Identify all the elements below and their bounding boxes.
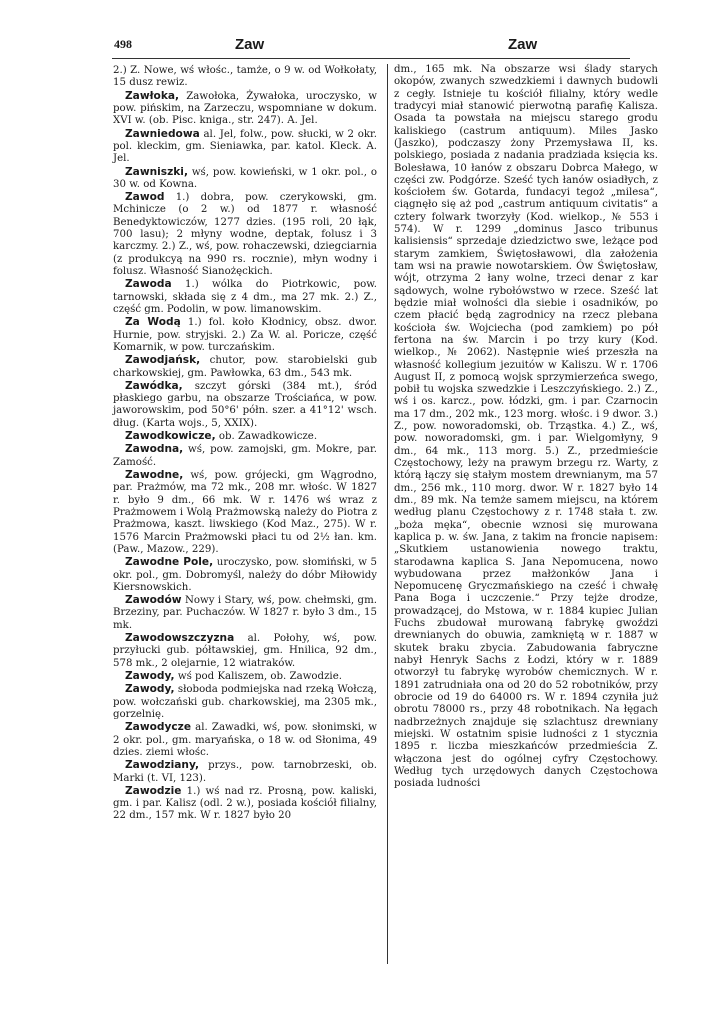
- entry-head: Zawodycze: [125, 721, 192, 734]
- entry: [113, 632, 377, 670]
- entry: [113, 721, 377, 759]
- entry-head: Zawodowszczyzna: [125, 632, 235, 645]
- entry-head: Zawodziany,: [125, 759, 200, 772]
- entry-head: Zawodkowicze,: [125, 430, 216, 443]
- page-number: 498: [114, 37, 132, 51]
- entry: [113, 443, 377, 469]
- entry-text: 2.) Z. Nowe, wś włośc., tamże, o 9 w. od Wołkołaty, 15 dusz rewiz.: [113, 65, 377, 89]
- entry-text: szczyt górski (384 mt.), śród płaskiego garbu, na obszarze Trościańca, w pow. jaworowskim, pod 50°6' półn. szer. a 41°12' wsch. dług. (Karta wojs., 5, XXIX).: [113, 380, 377, 429]
- entry-text: 1.) fol. koło Kłodnicy, obsz. dwor. Hurnie, pow. stryjski. 2.) Za W. al. Poricze, część Komarnik, w pow. turczańskim.: [113, 317, 377, 353]
- entry: [113, 278, 377, 316]
- entry-head: Zawodzie: [125, 784, 182, 797]
- entry-head: Zawoda: [125, 278, 172, 291]
- entry-head: Zawódka,: [125, 379, 183, 392]
- entry: [113, 594, 377, 632]
- running-head-left: Zaw: [235, 36, 265, 53]
- entry-head: Zawłoka,: [125, 89, 180, 102]
- entry-text: Nowy i Stary, wś, pow. chełmski, gm. Brzeziny, par. Puchaczów. W 1827 r. było 3 dm., 15 mk.: [113, 595, 377, 631]
- entry: [113, 316, 377, 354]
- entry-text: 1.) wś nad rz. Prosną, pow. kaliski, gm. i par. Kalisz (odl. 2 w.), posiada kościół filialny, 22 dm., 157 mk. W r. 1827 było 20: [113, 785, 377, 822]
- entry: [113, 759, 377, 785]
- entry: [113, 430, 377, 443]
- entry-head: Zawodne Pole,: [125, 556, 214, 569]
- entry-text: wś pod Kaliszem, ob. Zawodzie.: [177, 671, 342, 682]
- entry-head: Zawniedowa: [125, 127, 200, 140]
- entry: [113, 469, 377, 556]
- right-column: [394, 64, 658, 790]
- entry-head: Zawodne,: [125, 469, 184, 481]
- entry-head: Zawodna,: [125, 443, 184, 456]
- entry: [113, 64, 377, 90]
- entry-head: Zawod: [125, 191, 165, 204]
- entry: [113, 90, 377, 128]
- entry: [113, 380, 377, 430]
- entry-text: słoboda podmiejska nad rzeką Wołczą, pow. wołczański gub. charkowskiej, ma 2305 mk., gorzelnię.: [113, 684, 377, 720]
- entry-text: al. Jel, folw., pow. słucki, w 2 okr. pol. kleckim, gm. Sieniawka, par. katol. Kleck. A. Jel.: [113, 128, 377, 165]
- entry-text: uroczysko, pow. słomiński, w 5 okr. pol., gm. Dobromyśl, należy do dóbr Miłowidy Kiersnowskich.: [113, 557, 377, 593]
- entry-text: Zawołoka, Żywałoka, uroczysko, w pow. pińskim, na Zarzeczu, wspomniane w dokum. XVI w. (ob. Pisc. kniga., str. 247). A. Jel.: [113, 90, 377, 127]
- entry: [113, 670, 377, 683]
- entry: [113, 166, 377, 192]
- entry-text: 1.) wólka do Piotrkowic, pow. tarnowski, składa się z 4 dm., ma 27 mk. 2.) Z., część gm. Podolin, w pow. limanowskim.: [113, 279, 377, 315]
- entry-text: al. Połohy, wś, pow. przyłucki gub. półtawskiej, gm. Hnilica, 92 dm., 578 mk., 2 olejarnie, 12 wiatraków.: [113, 633, 377, 669]
- entry-head: Za Wodą: [125, 316, 181, 329]
- entry: [113, 785, 377, 823]
- entry-text: al. Zawadki, wś, pow. słonimski, w 2 okr. pol., gm. maryańska, o 18 w. od Słonima, 49 dzies. ziemi włośc.: [113, 722, 377, 758]
- entry-text: chutor, pow. starobielski gub charkowskiej, gm. Pawłowka, 63 dm., 543 mk.: [113, 355, 378, 379]
- left-column: [113, 64, 377, 823]
- entry-text: przys., pow. tarnobrzeski, ob. Marki (t. VI, 123).: [113, 760, 377, 784]
- entry-head: Zawniszki,: [125, 165, 188, 178]
- entry-text: 1.) dobra, pow. czerykowski, gm. Mchinicze (o 2 w.) od 1877 r. własność Benedyktowiczów, 1277 dzies. (195 roli, 20 łąk, 700 lasu); 2 młyny wodne, deptak, folusz i 3 karczmy. 2.) Z., wś, pow. rohaczewski, dziegciarnia (z produkcyą na 990 rs. rocznie), młyn wodny i folusz. Własność Sianożęckich.: [113, 192, 377, 277]
- header-rule: [112, 58, 630, 59]
- entry: [113, 128, 377, 166]
- column-separator: [387, 64, 388, 964]
- entry-text: wś, pow. grójecki, gm Wągrodno, par. Prażmów, ma 72 mk., 208 mr. włośc. W 1827 r. było 9 dm., 66 mk. W r. 1476 wś wraz z Prażmowem i Wolą Prażmowską należy do Piotra z Prażmowa, kaszt. liwskiego (Kod Maz., 275). W r. 1576 Marcin Prażmowski płaci tu od 2½ łan. km. (Paw., Mazow., 229).: [113, 470, 377, 555]
- entry: [113, 191, 377, 278]
- entry-text: ob. Zawadkowicze.: [218, 431, 318, 443]
- entry-head: Zawodjańsk,: [125, 354, 201, 367]
- running-head-right: Zaw: [508, 36, 538, 53]
- entry: [113, 556, 377, 594]
- entry-head: Zawody,: [125, 683, 175, 696]
- entry: [113, 683, 377, 721]
- entry-text: wś, pow. zamojski, gm. Mokre, par. Zamość.: [113, 444, 377, 468]
- entry-continuation: dm., 165 mk. Na obszarze wsi ślady starych okopów, zwanych szwedzkiemi i dawnych budowli z cegły. Istnieje tu kościół filialny, który wedle tradycyi miał stanowić pierwotną parafię Kalisza. Osada ta powstała na miejscu starego grodu kaliskiego (castrum antiquum). Miles Jasko (Jaszko), podczaszy żony Przemysława II, ks. polskiego, posiada z nadania pradziada księcia ks. Bolesława, 10 łanów z obszaru Dobrca Małego, w części zw. Podgórze. Sześć tych łanów osiadłych, z kościołem św. Gotarda, fundacyi tegoż „milesa“, ciągnęło się aż pod „castrum antiquum civitatis“ a cztery folwark tworzyły (Kod. wielkop., № 553 i 574). W r. 1299 „dominus Jasco tribunus kalisiensis“ sprzedaje dziedzictwo swe, leżące pod starym zamkiem, Świętosławowi, dla założenia tam wsi na prawie nowotarskiem. Ów Świętosław, wójt, otrzyma 2 łany wolne, trzeci denar z kar sądowych, wolne rybołówstwo w rzece. Sześć lat będzie miał wolności dla siebie i osadników, po czem płacić będą zagrodnicy na rzecz plebana kościoła św. Wojciecha (pod zamkiem) po pół fertona na św. Marcin i po trzy kury (Kod. wielkop., № 2062). Następnie wieś przeszła na własność kollegium jezuitów w Kaliszu. W r. 1706 August II, z pomocą wojsk sprzymierzeńca swego, pobił tu wojska szwedzkie i Leszczyńskiego. 2.) Z., wś i os. karcz., pow. łódzki, gm. i par. Czarnocin ma 17 dm., 202 mk., 123 morg. włośc. i 9 dwor. 3.) Z., pow. noworadomski, ob. Trząstka. 4.) Z., wś, pow. noworadomski, gm. i par. Wielgomłyny, 9 dm., 64 mk., 113 morg. 5.) Z., przedmieście Częstochowy, leży na prawym brzegu rz. Warty, z którą łączy się stałym mostem drewnianym, ma 57 dm., 256 mk., 110 morg. dwor. W r. 1827 było 14 dm., 89 mk. Na temże samem miejscu, na którem według planu Częstochowy z r. 1748 stała t. zw. „boża męka“, obecnie wznosi się murowana kaplica p. w. św. Jana, z takim na froncie napisem: „Skutkiem ustanowienia nowego traktu, starodawna kaplica S. Jana Nepomucena, nowo wybudowana przez małżonków Jana i Nepomucenę Gryczmańskiego na cześć i chwałę Pana Boga i uczczenie.“ Przy tejże drodze, prowadzącej, do Mstowa, w r. 1884 kupiec Julian Fuchs zbudował murowaną fabrykę gwoździ drewnianych do obuwia, zamkniętą w r. 1887 w skutek braku zbycia. Zabudowania fabryczne nabył Henryk Sachs z Łodzi, który w r. 1889 otworzył tu fabrykę wyrobów chemicznych. W r. 1891 zatrudniała ona od 20 do 52 robotników, przy obrocie od 19 do 64000 rs. W r. 1894 czyniła już obrotu 78000 rs., przy 48 robotnikach. Na łęgach nadbrzeżnych znajduje się szlachtusz drewniany miejski. W ostatnim spisie ludności z 1 stycznia 1895 r. liczba mieszkańców przedmieścia Z. włączona jest do ogólnej cyfry Częstochowy. Według tych urzędowych danych Częstochowa posiada ludności: [394, 64, 658, 790]
- entry-head: Zawody,: [125, 670, 175, 682]
- entry-head: Zawodów: [125, 594, 182, 607]
- entry-text: wś, pow. kowieński, w 1 okr. pol., o 30 w. od Kowna.: [113, 166, 377, 190]
- entry: [113, 354, 377, 380]
